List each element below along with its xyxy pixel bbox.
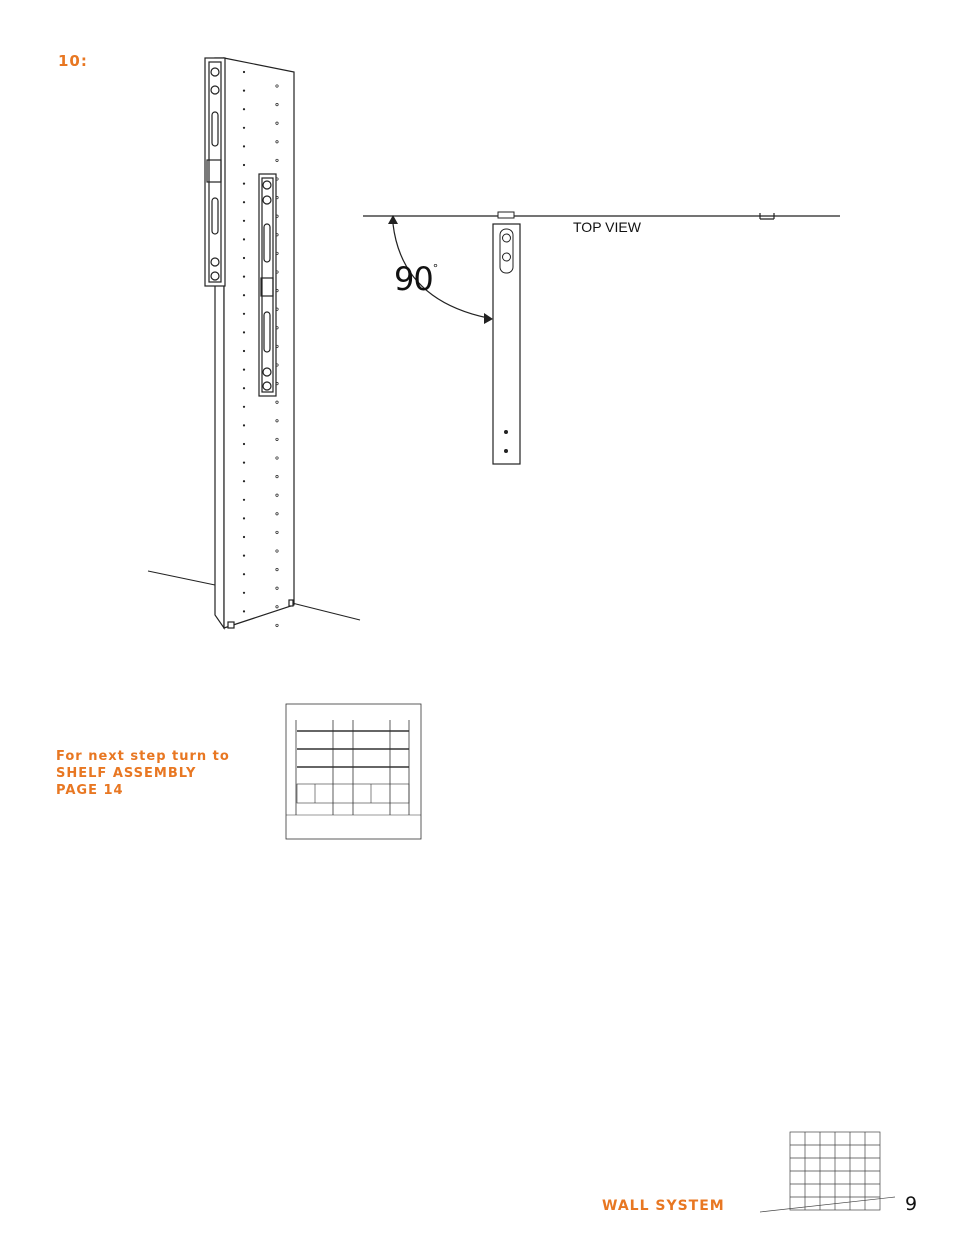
level-tool-large [205, 58, 225, 286]
shelf-pin-hole [243, 71, 245, 73]
shelf-pin-hole [276, 550, 278, 552]
shelf-pin-hole [243, 555, 245, 557]
angle-value: 90 [394, 260, 433, 298]
shelf-pin-hole [243, 499, 245, 501]
shelf-pin-hole [243, 462, 245, 464]
shelf-pin-hole [243, 592, 245, 594]
shelf-pin-hole [243, 90, 245, 92]
shelf-pin-hole [243, 517, 245, 519]
next-step-line-2: SHELF ASSEMBLY [56, 766, 197, 781]
shelf-pin-hole [276, 122, 278, 124]
shelf-pin-hole [276, 624, 278, 626]
shelf-pin-hole [243, 331, 245, 333]
shelf-pin-hole [243, 387, 245, 389]
shelf-pin-hole [276, 85, 278, 87]
shelf-pin-hole [243, 201, 245, 203]
shelf-pin-hole [276, 457, 278, 459]
shelf-pin-hole [276, 401, 278, 403]
shelf-pin-hole [243, 108, 245, 110]
shelf-pin-hole [276, 141, 278, 143]
shelf-pin-hole [243, 369, 245, 371]
shelf-pin-hole [276, 606, 278, 608]
shelf-pin-hole [243, 350, 245, 352]
shelf-pin-hole [243, 406, 245, 408]
shelf-pin-hole [243, 183, 245, 185]
shelf-pin-hole [243, 424, 245, 426]
angle-unit: ° [432, 262, 438, 275]
shelf-pin-hole [276, 531, 278, 533]
shelf-pin-hole [243, 257, 245, 259]
shelf-pin-hole [276, 103, 278, 105]
shelf-pin-hole [243, 536, 245, 538]
shelf-pin-hole [243, 238, 245, 240]
footer-wall-system-thumbnail [760, 1132, 895, 1212]
top-view-diagram [363, 212, 840, 464]
shelf-pin-hole [243, 164, 245, 166]
footer-title: WALL SYSTEM [602, 1198, 725, 1214]
top-view-label: TOP VIEW [573, 219, 641, 235]
shelf-pin-hole [243, 480, 245, 482]
shelf-pin-hole [243, 127, 245, 129]
shelf-assembly-thumbnail [286, 704, 421, 839]
shelf-pin-hole [276, 438, 278, 440]
shelf-pin-hole [243, 276, 245, 278]
shelf-pin-hole [276, 159, 278, 161]
page-number: 9 [905, 1193, 918, 1215]
shelf-pin-hole [243, 294, 245, 296]
shelf-pin-hole [276, 568, 278, 570]
angle-label [394, 260, 437, 298]
shelf-pin-hole [276, 513, 278, 515]
shelf-pin-hole [243, 573, 245, 575]
next-step-note [56, 748, 230, 799]
shelf-pin-hole [276, 494, 278, 496]
shelf-pin-hole [243, 443, 245, 445]
shelf-pin-hole [276, 475, 278, 477]
shelf-pin-hole [243, 220, 245, 222]
shelf-pin-hole [276, 420, 278, 422]
shelf-pin-hole [243, 610, 245, 612]
shelf-pin-hole [276, 587, 278, 589]
shelf-pin-hole [243, 313, 245, 315]
level-tool-small [259, 174, 276, 396]
next-step-line-1: For next step turn to [56, 749, 230, 764]
step-number: 10: [58, 52, 88, 70]
next-step-line-3: PAGE 14 [56, 783, 124, 798]
shelf-pin-hole [243, 145, 245, 147]
upright-panel-illustration [148, 58, 360, 628]
